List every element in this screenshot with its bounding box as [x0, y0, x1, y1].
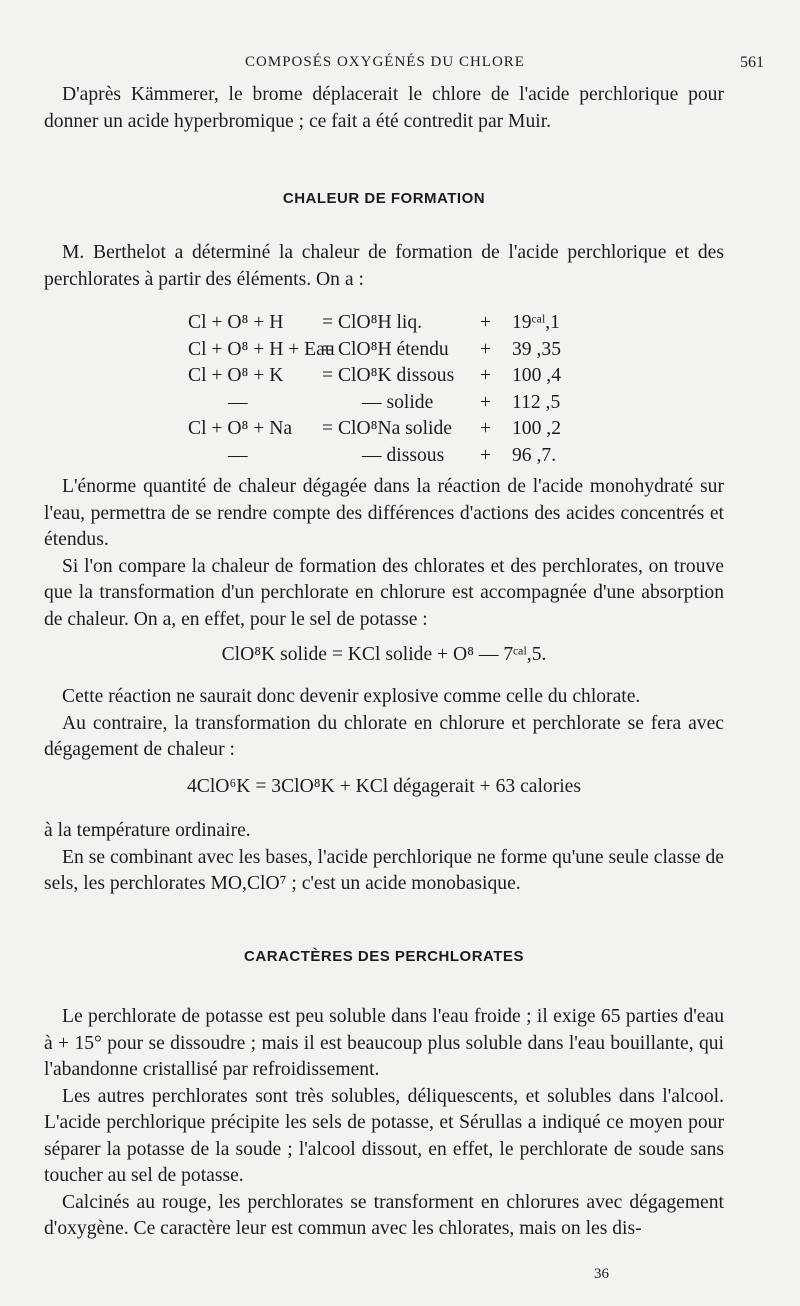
equation-reactants: — — [228, 444, 248, 466]
equation-product: — solide — [362, 391, 434, 413]
equation-reactants: Cl + O⁸ + H — [188, 312, 284, 333]
section2-para1: Le perchlorate de potasse est peu soluble dans l'eau froide ; il exige 65 parties d'eau à + 15° pour se dissoudre ; mais il est beaucoup plus soluble dans l'eau bouillante, qui l'abandonne cristallisé par refroidissement. — [44, 1006, 724, 1080]
running-title: COMPOSÉS OXYGÉNÉS DU CHLORE — [245, 54, 525, 70]
section1-para6: à la température ordinaire. — [44, 820, 251, 841]
equation-reactants: Cl + O⁸ + Na — [188, 418, 293, 439]
decomposition-equation: ClO⁸K solide = KCl solide + O⁸ — 7ᶜᵃˡ,5. — [221, 644, 547, 665]
equation-product: — dissous — [362, 444, 445, 466]
equation-value: 39 ,35 — [512, 338, 561, 360]
equation-value: 112 ,5 — [512, 391, 561, 413]
equation-value: 96 ,7. — [512, 444, 557, 466]
section1-para3: Si l'on compare la chaleur de formation des chlorates et des perchlorates, on trouve que la transformation d'un perchlorate en chlorure est accompagnée d'une absorption de chaleur. On a, en effet, pour le sel de potasse : — [44, 555, 724, 630]
running-header — [0, 52, 800, 74]
equation-product: = ClO⁸K dissous — [322, 365, 455, 386]
section2-text-block — [44, 1004, 724, 1243]
signature-mark: 36 — [594, 1266, 609, 1282]
equation-sign: + — [480, 391, 492, 413]
page-number: 561 — [740, 54, 764, 71]
section2-para3: Calcinés au rouge, les perchlorates se transforment en chlorures avec dégagement d'oxygène. Ce caractère leur est commun avec les chlorates, mais on les dis- — [44, 1191, 724, 1239]
chlorate-transformation-equation: 4ClO⁶K = 3ClO⁸K + KCl dégagerait + 63 calories — [187, 776, 581, 797]
equation-value: 100 ,4 — [512, 365, 561, 386]
section1-para2-block — [44, 474, 724, 633]
equation-reactants: — — [228, 391, 248, 413]
section1-para6-block — [44, 818, 724, 898]
equation-reactants: Cl + O⁸ + H + Eau — [188, 338, 335, 360]
section1-para4-block — [44, 684, 724, 764]
equation-sign: + — [480, 444, 492, 466]
equation-sign: + — [480, 338, 492, 360]
section1-para4: Cette réaction ne saurait donc devenir explosive comme celle du chlorate. — [62, 686, 641, 707]
section1-para5: Au contraire, la transformation du chlorate en chlorure et perchlorate se fera avec dégagement de chaleur : — [44, 712, 724, 760]
equation-sign: + — [480, 365, 492, 386]
section1-para2: L'énorme quantité de chaleur dégagée dans la réaction de l'acide monohydraté sur l'eau, permettra de se rendre compte des différences d'actions des acides concentrés et étendus. — [44, 476, 724, 550]
intro-paragraph: D'après Kämmerer, le brome déplacerait le chlore de l'acide perchlorique pour donner un acide hyperbromique ; ce fait a été contredit par Muir. — [44, 84, 724, 132]
equation-value: 19ᶜᵃˡ,1 — [512, 312, 560, 333]
equation-sign: + — [480, 418, 492, 439]
equation-sign: + — [480, 312, 492, 333]
section-heading-chaleur: CHALEUR DE FORMATION — [282, 190, 486, 207]
equation-product: = ClO⁸H étendu — [322, 338, 449, 360]
equation-reactants: Cl + O⁸ + K — [188, 365, 284, 386]
equation-value: 100 ,2 — [512, 418, 561, 439]
section1-para1: M. Berthelot a déterminé la chaleur de formation de l'acide perchlorique et des perchlorates à partir des éléments. On a : — [44, 242, 724, 290]
equation-product: = ClO⁸H liq. — [322, 312, 423, 333]
intro-paragraph-block — [44, 82, 724, 135]
section1-para7: En se combinant avec les bases, l'acide perchlorique ne forme qu'une seule classe de sels, les perchlorates MO,ClO⁷ ; c'est un acide monobasique. — [44, 846, 724, 894]
equation-product: = ClO⁸Na solide — [322, 418, 452, 439]
section-heading-caracteres: CARACTÈRES DES PERCHLORATES — [244, 948, 524, 965]
section1-para1-block — [44, 240, 724, 293]
section2-para2: Les autres perchlorates sont très solubles, déliquescents, et solubles dans l'alcool. L'acide perchlorique précipite les sels de potasse, et Sérullas a indiqué ce moyen pour séparer la potasse de la soude ; l'alcool dissout, en effet, le perchlorate de soude sans toucher au sel de potasse. — [44, 1085, 724, 1186]
